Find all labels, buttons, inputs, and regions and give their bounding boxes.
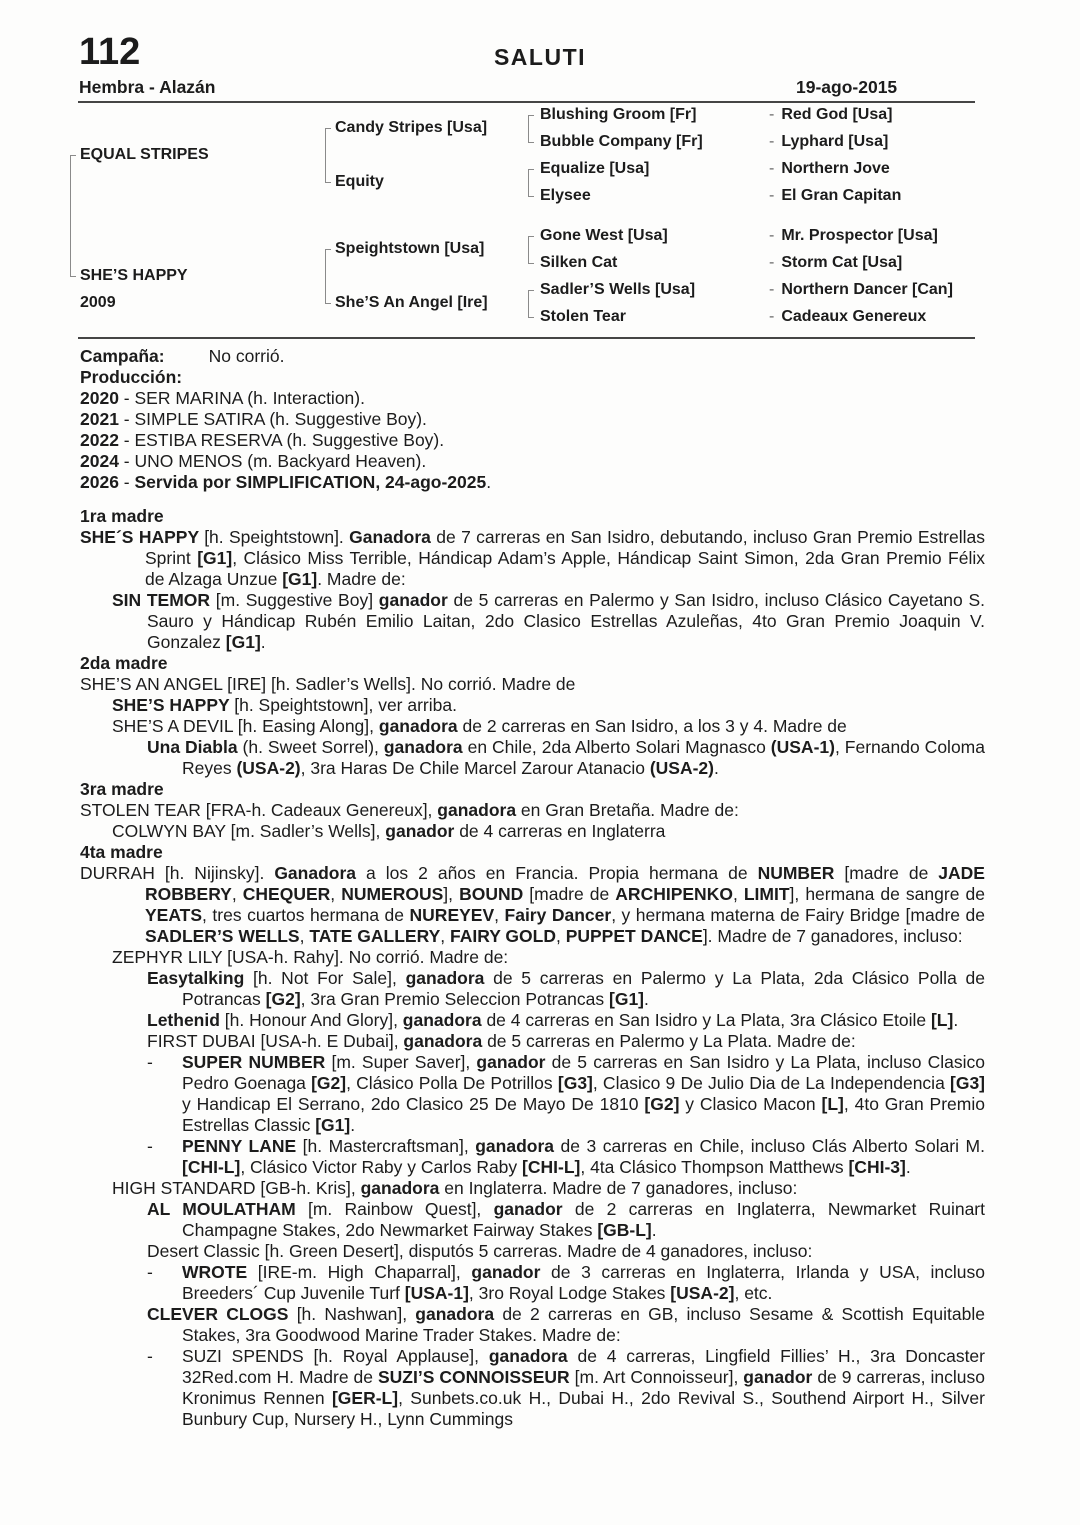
heading-1ra-madre: 1ra madre <box>80 506 164 526</box>
para-penny-lane: - PENNY LANE [h. Mastercraftsman], ganadora de 3 carreras en Chile, incluso Clás Alberto Solari M. [CHI-L], Clásico Victor Raby y Carlos Raby [CHI-L], 4ta Clásico Thompson Matthews [CHI-3]. <box>147 1136 985 1177</box>
pedigree-cell: Stolen Tear <box>540 308 626 325</box>
pedigree-cell: Speightstown [Usa] <box>335 240 485 257</box>
pedigree-cell: Blushing Groom [Fr] <box>540 106 697 123</box>
para-easytalking: Easytalking [h. Not For Sale], ganadora de 5 carreras en Palermo y La Plata, 2da Clásico Polla de Potrancas [G2], 3ra Gran Premio Seleccion Potrancas [G1]. <box>147 968 985 1009</box>
lot-number: 112 <box>79 31 141 73</box>
para-shes-a-devil: SHE’S A DEVIL [h. Easing Along], ganadora de 2 carreras en San Isidro, a los 3 y 4. Madre de <box>112 716 847 736</box>
sex-coat-label: Hembra - Alazán <box>79 77 216 97</box>
pedigree-cell: She’S An Angel [Ire] <box>335 294 488 311</box>
pedigree-cell: - Storm Cat [Usa] <box>769 254 903 271</box>
bracket-line <box>70 155 76 277</box>
pedigree-cell: Equity <box>335 173 384 190</box>
pedigree-cell: Gone West [Usa] <box>540 227 668 244</box>
dash-marker: - <box>147 1262 153 1282</box>
heading-3ra-madre: 3ra madre <box>80 779 164 799</box>
dash-marker: - <box>769 133 775 150</box>
production-2021: 2021 - SIMPLE SATIRA (h. Suggestive Boy). <box>80 409 427 429</box>
para-stolen-tear: STOLEN TEAR [FRA-h. Cadeaux Genereux], ganadora en Gran Bretaña. Madre de: <box>80 800 739 820</box>
para-shes-happy: SHE´S HAPPY [h. Speightstown]. Ganadora de 7 carreras en San Isidro, debutando, incluso Gran Premio Estrellas Sprint [G1], Clásico Miss Terrible, Hándicap Adam’s Apple, Hándicap Saint Simon, 2da Gran Premio Félix de Alzaga Unzue [G1]. Madre de: <box>80 527 986 589</box>
pedigree-cell: - Northern Jove <box>769 160 890 177</box>
page-title: SALUTI <box>493 44 587 70</box>
bracket-line <box>325 249 331 304</box>
para-wrote: - WROTE [IRE-m. High Chaparral], ganador de 3 carreras en Inglaterra, Irlanda y USA, incluso Breeders´ Cup Juvenile Turf [USA-1], 3ro Royal Lodge Stakes [USA-2], etc. <box>147 1262 985 1303</box>
para-colwyn-bay: COLWYN BAY [m. Sadler’s Wells], ganador de 4 carreras en Inglaterra <box>112 821 666 841</box>
para-desert-classic: Desert Classic [h. Green Desert], disputós 5 carreras. Madre de 4 ganadores, incluso: <box>147 1241 813 1261</box>
pedigree-cell: Elysee <box>540 187 591 204</box>
pedigree-cell: - Red God [Usa] <box>769 106 893 123</box>
para-al-moulatham: AL MOULATHAM [m. Rainbow Quest], ganador de 2 carreras en Inglaterra, Newmarket Ruinart Champagne Stakes, 2do Newmarket Fairway Stakes [GB-L]. <box>147 1199 986 1240</box>
pedigree-cell: Candy Stripes [Usa] <box>335 119 488 136</box>
pedigree-divider <box>78 337 975 339</box>
bracket-line <box>528 290 534 318</box>
para-clever-clogs: CLEVER CLOGS [h. Nashwan], ganadora de 2 carreras en GB, incluso Sesame & Scottish Equitable Stakes, 3ra Goodwood Marine Trader Stakes. Madre de: <box>147 1304 985 1345</box>
dash-marker: - <box>147 1052 153 1072</box>
pedigree-cell: Sadler’S Wells [Usa] <box>540 281 696 298</box>
bracket-line <box>528 169 534 197</box>
para-una-diabla: Una Diabla (h. Sweet Sorrel), ganadora en Chile, 2da Alberto Solari Magnasco (USA-1), Fernando Coloma Reyes (USA-2), 3ra Haras De Chile Marcel Zarour Atanacio (USA-2). <box>147 737 985 778</box>
para-durrah: DURRAH [h. Nijinsky]. Ganadora a los 2 años en Francia. Propia hermana de NUMBER [madre de JADE ROBBERY, CHEQUER, NUMEROUS], BOUND [madre de ARCHIPENKO, LIMIT], hermana de sangre de YEATS, tres cuartos hermana de NUREYEV, Fairy Dancer, y hermana materna de Fairy Bridge [madre de SADLER’S WELLS, TATE GALLERY, FAIRY GOLD, PUPPET DANCE]. Madre de 7 ganadores, incluso: <box>80 863 985 946</box>
para-first-dubai: FIRST DUBAI [USA-h. E Dubai], ganadora de 5 carreras en Palermo y La Plata. Madre de: <box>147 1031 856 1051</box>
dash-marker: - <box>147 1346 153 1366</box>
dash-marker: - <box>769 281 775 298</box>
catalog-text <box>80 346 985 1430</box>
dash-marker: - <box>769 187 775 204</box>
bracket-line <box>528 236 534 264</box>
dash-marker: - <box>769 227 775 244</box>
pedigree-cell: - El Gran Capitan <box>769 187 902 204</box>
pedigree-cell: Bubble Company [Fr] <box>540 133 703 150</box>
para-super-number: - SUPER NUMBER [m. Super Saver], ganador de 5 carreras en San Isidro y La Plata, incluso Clasico Pedro Goenaga [G2], Clásico Polla De Potrillos [G3], Clasico 9 De Julio Dia de La Independencia [G3] y Handicap El Serrano, 2do Clasico 25 De Mayo De 1810 [G2] y Clasico Macon [L], 4to Gran Premio Estrellas Classic [G1]. <box>147 1052 985 1135</box>
campaign-value: No corrió. <box>208 346 285 366</box>
birth-date: 19-ago-2015 <box>796 77 898 97</box>
production-label: Producción: <box>80 367 183 387</box>
pedigree-cell: - Cadeaux Genereux <box>769 308 927 325</box>
dash-marker: - <box>147 1136 153 1156</box>
heading-4ta-madre: 4ta madre <box>80 842 163 862</box>
production-2024: 2024 - UNO MENOS (m. Backyard Heaven). <box>80 451 427 471</box>
pedigree-cell: - Lyphard [Usa] <box>769 133 889 150</box>
dash-marker: - <box>769 160 775 177</box>
para-zephyr-lily: ZEPHYR LILY [USA-h. Rahy]. No corrió. Madre de: <box>112 947 509 967</box>
para-high-standard: HIGH STANDARD [GB-h. Kris], ganadora en Inglaterra. Madre de 7 ganadores, incluso: <box>112 1178 798 1198</box>
para-shes-happy-ver-arriba: SHE’S HAPPY [h. Speightstown], ver arriba. <box>112 695 457 715</box>
bracket-line <box>325 128 331 183</box>
dash-marker: - <box>769 106 775 123</box>
production-2020: 2020 - SER MARINA (h. Interaction). <box>80 388 365 408</box>
para-suzi-spends: - SUZI SPENDS [h. Royal Applause], ganadora de 4 carreras, Lingfield Fillies’ H., 3ra Doncaster 32Red.com H. Madre de SUZI’S CONNOISSEUR [m. Art Connoisseur], ganador de 9 carreras, incluso Kronimus Rennen [GER-L], Sunbets.co.uk H., Dubai H., 2do Revival S., Southend Airport H., Silver Bunbury Cup, Nursery H., Lynn Cummings <box>147 1346 985 1429</box>
para-shes-an-angel: SHE’S AN ANGEL [IRE] [h. Sadler’s Wells]. No corrió. Madre de <box>80 674 576 694</box>
campaign-label: Campaña: <box>80 346 165 366</box>
pedigree-cell: - Mr. Prospector [Usa] <box>769 227 938 244</box>
bracket-line <box>528 115 534 143</box>
pedigree-cell: Silken Cat <box>540 254 618 271</box>
header-divider <box>78 101 975 103</box>
production-2022: 2022 - ESTIBA RESERVA (h. Suggestive Boy). <box>80 430 445 450</box>
production-2026: 2026 - Servida por SIMPLIFICATION, 24-ago-2025. <box>80 472 492 492</box>
pedigree-cell-sire: EQUAL STRIPES <box>80 146 209 163</box>
dash-marker: - <box>769 308 775 325</box>
dash-marker: - <box>769 254 775 271</box>
para-sin-temor: SIN TEMOR [m. Suggestive Boy] ganador de 5 carreras en Palermo y San Isidro, incluso Clásico Cayetano S. Sauro y Hándicap Rubén Emilio Laitan, 2do Clasico Estrellas Azuleñas, 4to Gran Premio Joaquin V. Gonzalez [G1]. <box>112 590 986 652</box>
campaign-line <box>80 346 985 367</box>
heading-2da-madre: 2da madre <box>80 653 168 673</box>
dam-lines-section <box>80 506 985 1430</box>
pedigree-cell: - Northern Dancer [Can] <box>769 281 953 298</box>
para-lethenid: Lethenid [h. Honour And Glory], ganadora de 4 carreras en San Isidro y La Plata, 3ra Clásico Etoile [L]. <box>147 1010 959 1030</box>
pedigree-year: 2009 <box>80 294 116 311</box>
pedigree-cell-dam: SHE’S HAPPY <box>80 267 188 284</box>
production-list <box>80 388 985 493</box>
pedigree-cell: Equalize [Usa] <box>540 160 650 177</box>
